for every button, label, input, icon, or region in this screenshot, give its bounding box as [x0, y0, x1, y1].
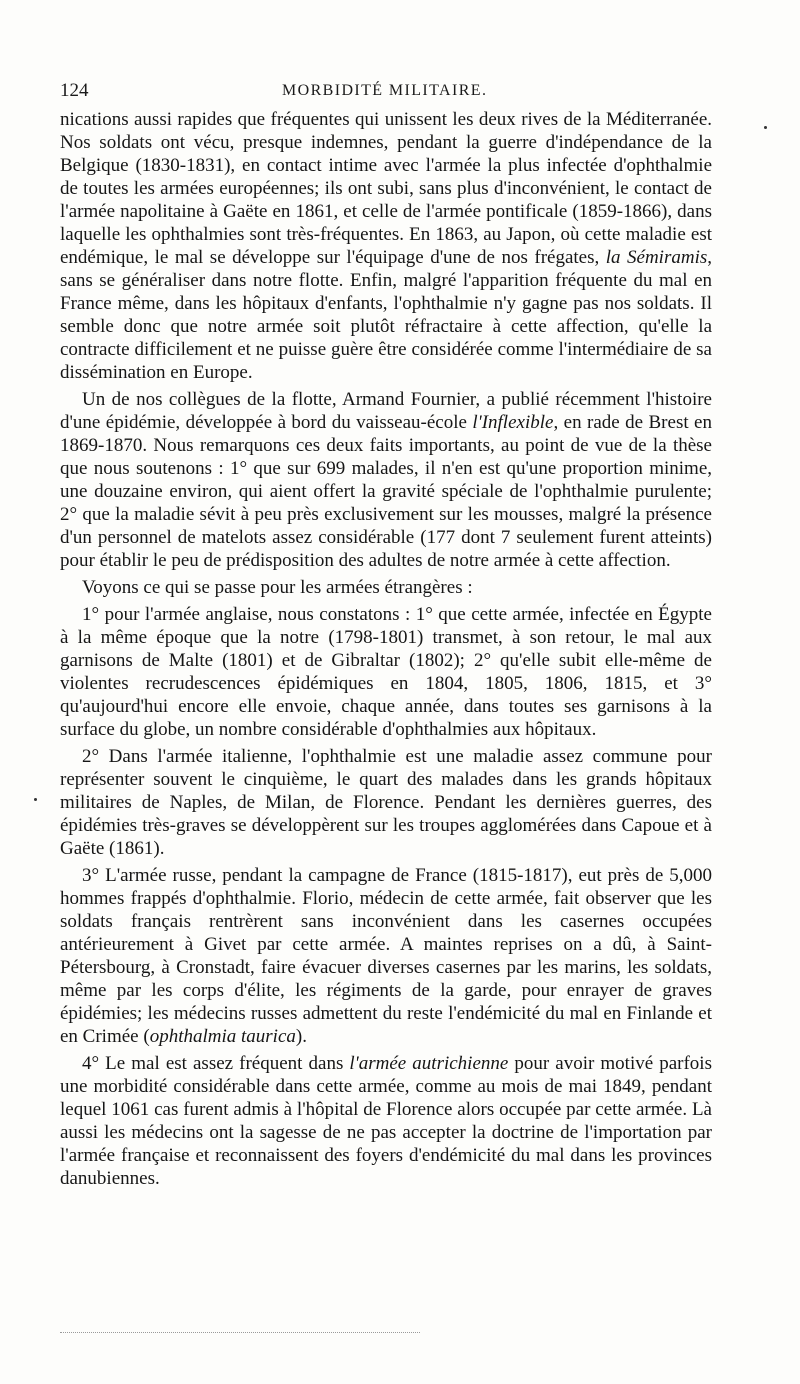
paragraph: [60, 576, 712, 599]
paragraph: [60, 603, 712, 741]
text-run: , en rade de Brest en 1869-1870. Nous remarquons ces deux faits importants, au point de vue de la thèse que nous soutenons : 1° que sur 699 malades, il n'en est qu'une proportion minime, une douzaine environ, qui aient offert la gravité spéciale de l'ophthalmie purulente; 2° que la maladie sévit à peu près exclusivement sur les mousses, malgré la présence d'un personnel de matelots assez considérable (177 dont 7 seulement furent atteints) pour établir le peu de prédisposition des adultes de notre armée à cette affection.: [60, 412, 712, 571]
text-run: 1° pour l'armée anglaise, nous constatons : 1° que cette armée, infectée en Égypte à la même époque que la notre (1798-1801) transmet, à son retour, le mal aux garnisons de Malte (1801) et de Gibraltar (1802); 2° qu'elle subit elle-même de violentes recrudescences épidémiques en 1804, 1805, 1806, 1815, et 3° qu'aujourd'hui encore elle envoie, chaque année, dans toutes ses garnisons à la surface du globe, un nombre considérable d'ophthalmies aux hôpitaux.: [60, 604, 712, 740]
page-header: [60, 80, 712, 104]
italic-text: la Sémiramis: [605, 247, 708, 268]
text-run: 4° Le mal est assez fréquent dans: [82, 1053, 350, 1074]
footer-rule: [60, 1332, 420, 1333]
text-run: nications aussi rapides que fréquentes qui unissent les deux rives de la Méditerranée. Nos soldats ont vécu, presque indemnes, pendant la guerre d'indépendance de la Belgique (1830-1831), en contact intime avec l'armée la plus infectée d'ophthalmie de toutes les armées européennes; ils ont subi, sans plus d'inconvénient, le contact de l'armée napolitaine à Gaëte en 1861, et celle de l'armée pontificale (1859-1866), dans laquelle les ophthalmies sont très-fréquentes. En 1863, au Japon, où cette maladie est endémique, le mal se développe sur l'équipage d'une de nos frégates,: [60, 109, 712, 268]
paper-speck: [764, 126, 767, 129]
paragraph: [60, 108, 712, 384]
paper-speck: [34, 798, 37, 801]
text-run: 2° Dans l'armée italienne, l'ophthalmie est une maladie assez commune pour représenter souvent le cinquième, le quart des malades dans les grands hôpitaux militaires de Naples, de Milan, de Florence. Pendant les dernières guerres, des épidémies très-graves se développèrent sur les troupes agglomérées dans Capoue et à Gaëte (1861).: [60, 746, 712, 859]
text-run: Un de nos collègues de la flotte, Armand Fournier, a publié récemment l'histoire d'une épidémie, développée à bord du vaisseau-école: [60, 389, 712, 433]
paragraph: [60, 745, 712, 860]
paragraph: [60, 864, 712, 1048]
italic-text: ophthalmia taurica: [149, 1026, 296, 1047]
page-number: 124: [60, 80, 89, 101]
paragraph: [60, 1052, 712, 1190]
text-run: , sans se généraliser dans notre flotte. Enfin, malgré l'apparition fréquente du mal en France même, dans les hôpitaux d'enfants, l'ophthalmie n'y gagne pas nos soldats. Il semble donc que notre armée soit plutôt réfractaire à cette affection, qu'elle la contracte difficilement et ne puisse guère être considérée comme l'intermédiaire de sa dissémination en Europe.: [60, 247, 712, 383]
italic-text: l'armée autrichienne: [349, 1053, 509, 1074]
italic-text: l'Inflexible: [472, 412, 554, 433]
body-text: [60, 108, 712, 1190]
text-run: Voyons ce qui se passe pour les armées étrangères :: [82, 577, 473, 598]
text-run: ).: [295, 1026, 307, 1047]
paragraph: [60, 388, 712, 572]
text-run: pour avoir motivé parfois une morbidité considérable dans cette armée, comme au mois de mai 1849, pendant lequel 1061 cas furent admis à l'hôpital de Florence alors occupée par cette armée. Là aussi les médecins ont la sagesse de ne pas accepter la doctrine de l'importation par l'armée française et reconnaissent des foyers d'endémicité du mal dans les provinces danubiennes.: [60, 1053, 712, 1189]
text-run: 3° L'armée russe, pendant la campagne de France (1815-1817), eut près de 5,000 hommes frappés d'ophthalmie. Florio, médecin de cette armée, fait observer que les soldats français rentrèrent sans inconvénient dans les casernes occupées antérieurement à Givet par cette armée. A maintes reprises on a dû, à Saint-Pétersbourg, à Cronstadt, faire évacuer diverses casernes par les marins, les soldats, même par les corps d'élite, les régiments de la garde, pour enrayer de graves épidémies; les médecins russes admettent du reste l'endémicité du mal en Finlande et en Crimée (: [60, 865, 712, 1047]
running-title: MORBIDITÉ MILITAIRE.: [282, 82, 488, 99]
